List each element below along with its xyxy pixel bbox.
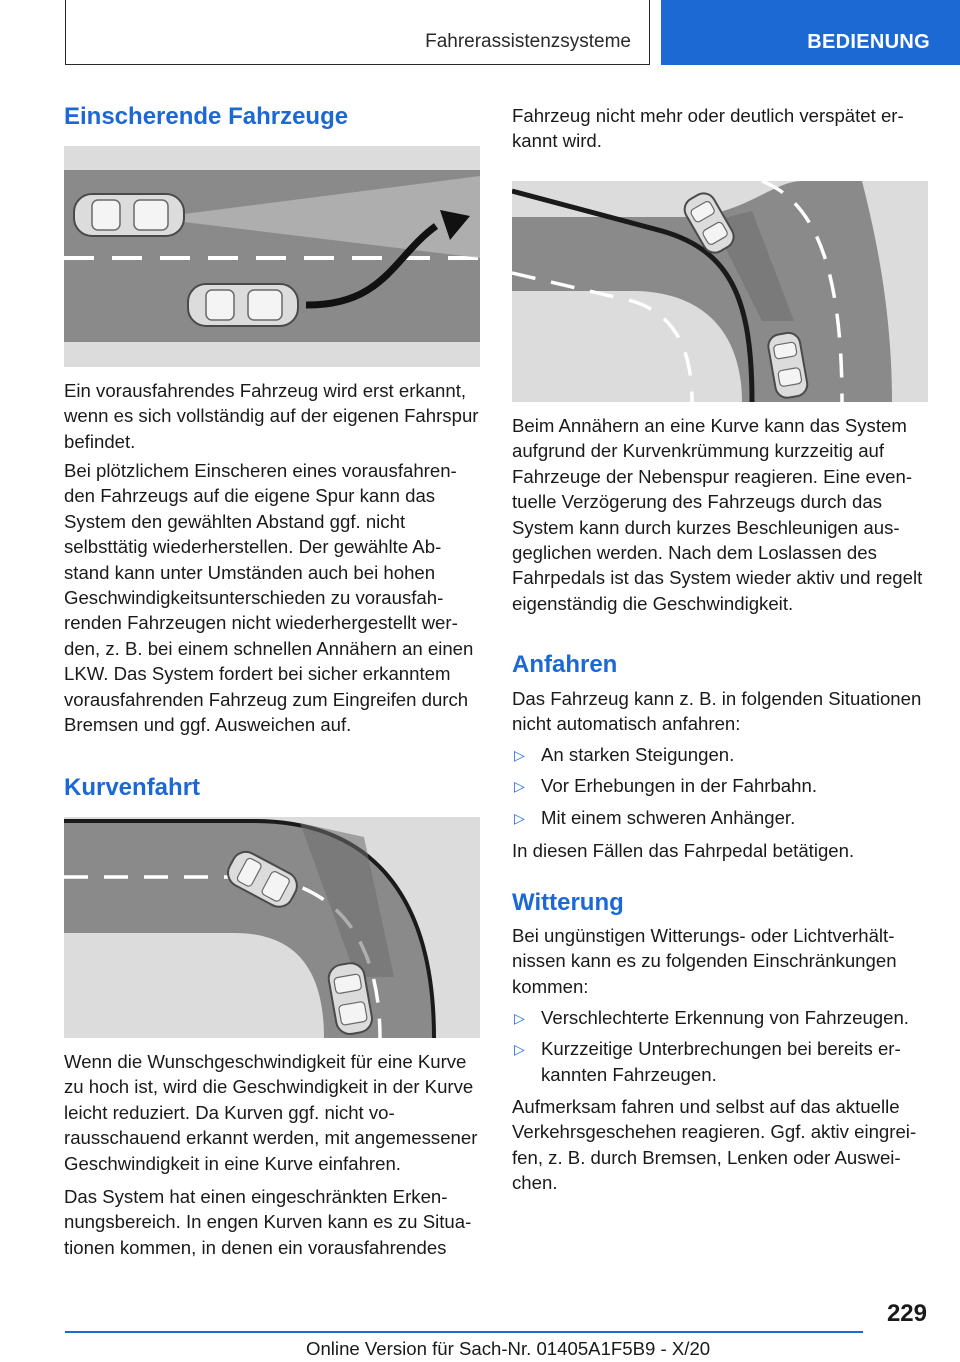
triangle-right-outline-icon: ▷ bbox=[514, 809, 525, 826]
car-ahead-icon bbox=[74, 194, 184, 236]
heading-cut-in: Einscherende Fahrzeuge bbox=[64, 103, 349, 130]
chapter-tab bbox=[661, 0, 960, 65]
para-start-end: In diesen Fällen das Fahrpedal betätigen. bbox=[512, 840, 855, 861]
para-continued: Fahrzeug nicht mehr oder deutlich verspätet erkannt wird. bbox=[512, 105, 904, 152]
figure-curve-driving bbox=[64, 817, 480, 1038]
figure-cut-in-vehicle bbox=[64, 146, 480, 367]
heading-curve: Kurvenfahrt bbox=[64, 774, 201, 801]
para-curve-2: Das System hat einen eingeschränkten Erkennungsbereich. In engen Kurven kann es zu Situationen kommen, in denen ein vorausfahrendes bbox=[64, 1186, 472, 1258]
list-item: ▷ Verschlechterte Erkennung von Fahrzeugen. bbox=[512, 1005, 928, 1030]
list-item: ▷ Kurzzeitige Unterbrechungen bei bereits erkannten Fahrzeugen. bbox=[514, 1038, 901, 1085]
chapter-tab-label: BEDIENUNG bbox=[807, 31, 930, 53]
footer-online-version: Online Version für Sach-Nr. 01405A1F5B9 - X/20 bbox=[306, 1338, 711, 1359]
list-item: ▷ Mit einem schweren Anhänger. bbox=[512, 805, 928, 830]
heading-start: Anfahren bbox=[512, 651, 618, 678]
para-cut-in-2: Bei plötzlichem Einscheren eines vorausfahrenden Fahrzeugs auf die eigene Spur kann das System den gewählten Abstand ggf. nicht selbsttätig wiederherstellen. Der gewählte Abstand kann unter Umständen auch bei hohen Geschwindigkeitsunterschieden zu vorausfahrenden Fahrzeugen nicht wiederhergestellt werden, z. B. bei einem schnellen Annähern an einen LKW. Das System fordert bei sicher erkanntem vorausfahrenden Fahrzeug zum Eingreifen durch Bremsen und ggf. Ausweichen auf. bbox=[64, 460, 474, 736]
header-section-box bbox=[65, 0, 650, 65]
para-start: Das Fahrzeug kann z. B. in folgenden Situationen nicht automatisch anfahren: bbox=[512, 688, 922, 735]
para-weather-end: Aufmerksam fahren und selbst auf das aktuelle Verkehrsgeschehen reagieren. Ggf. aktiv eingreifen, z. B. durch Bremsen, Lenken oder Ausweichen. bbox=[512, 1096, 917, 1194]
list-item: ▷ Vor Erhebungen in der Fahrbahn. bbox=[512, 773, 928, 798]
footer-rule bbox=[65, 1331, 863, 1333]
para-curve-1: Wenn die Wunschgeschwindigkeit für eine Kurve zu hoch ist, wird die Geschwindigkeit in der Kurve leicht reduziert. Da Kurven ggf. nicht vorausschauend erkannt werden, mit angemessener Geschwindigkeit in eine Kurve einfahren. bbox=[64, 1051, 478, 1174]
page-number: 229 bbox=[886, 1300, 927, 1327]
para-weather: Bei ungünstigen Witterungs- oder Lichtverhältnissen kann es zu folgenden Einschränkungen kommen: bbox=[512, 925, 897, 997]
cut-in-car-icon bbox=[188, 284, 298, 326]
section-title: Fahrerassistenzsysteme bbox=[425, 31, 631, 52]
para-cut-in-1: Ein vorausfahrendes Fahrzeug wird erst erkannt, wenn es sich vollständig auf der eigenen Fahrspur befindet. bbox=[64, 380, 479, 452]
para-curve-3: Beim Annähern an eine Kurve kann das System aufgrund der Kurvenkrümmung kurzzeitig auf Fahrzeuge der Nebenspur reagieren. Eine eventuelle Verzögerung des Fahrzeugs durch das System kann durch kurzes Beschleunigen ausgeglichen werden. Nach dem Loslassen des Fahrpedals ist das System wieder aktiv und regelt eigenständig die Geschwindigkeit. bbox=[512, 415, 923, 614]
list-item: ▷ An starken Steigungen. bbox=[512, 742, 928, 767]
triangle-right-outline-icon: ▷ bbox=[514, 1010, 525, 1026]
triangle-right-outline-icon: ▷ bbox=[514, 1041, 525, 1058]
heading-weather: Witterung bbox=[512, 889, 624, 916]
triangle-right-outline-icon: ▷ bbox=[514, 778, 525, 795]
triangle-right-outline-icon: ▷ bbox=[514, 747, 525, 763]
figure-curve-adjacent-lane bbox=[512, 181, 928, 402]
start-list bbox=[512, 742, 928, 830]
weather-list bbox=[512, 1005, 928, 1087]
